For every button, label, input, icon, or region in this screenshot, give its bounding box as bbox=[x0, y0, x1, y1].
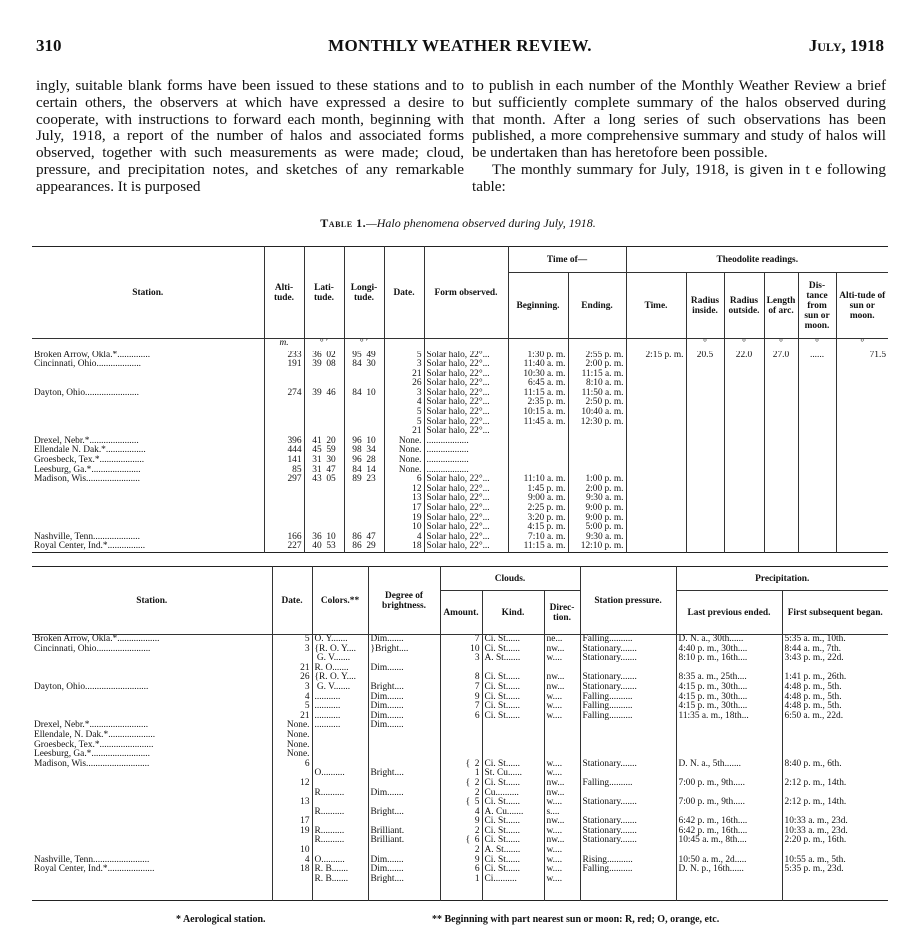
halo-conditions-table bbox=[32, 566, 888, 901]
table-title: —Halo phenomena observed during July, 1918. bbox=[366, 216, 596, 230]
paragraph: The monthly summary for July, 1918, is given in t e following table: bbox=[472, 160, 886, 195]
station-column: Broken Arrow, Okla.*.................. Cincinnati, Ohio....................... Dayton, Ohio........................... Drexel, Nebr.*......................... Ellendale, N. Dak.*.................... Groesbeck, Tex.*....................... Leesburg, Ga.*......................... Madison, Wis........................... Nashville, Tenn........................ Royal Center, Ind.*.................... bbox=[32, 635, 272, 901]
header-altitude: Alti-tude. bbox=[264, 247, 304, 339]
station-column: Broken Arrow, Okla.*.............. Cincinnati, Ohio................... Dayton, Ohio....................... Drexel, Nebr.*..................... Ellendale N. Dak.*................. Groesbeck, Tex.*................... Leesburg, Ga.*..................... Madison, Wis....................... Nashville, Tenn.................... Royal Center, Ind.*................ bbox=[32, 351, 264, 553]
direction-column: ne... nw... w.... nw... nw... w.... w.... w.... w.... w.... nw... nw... w.... s.... nw... w.... nw... w.... w.... w.... w.... bbox=[544, 635, 580, 901]
header-theodolite: Theodolite readings. bbox=[626, 247, 888, 273]
header-date: Date. bbox=[384, 247, 424, 339]
first-subsequent-column: 5:35 a. m., 10th. 8:44 a. m., 7th. 3:43 p. m., 22d. 1:41 p. m., 26th. 4:48 p. m., 5th. 4:48 p. m., 5th. 4:48 p. m., 5th. 6:50 a. m., 22d. 8:40 p. m., 6th. 2:12 p. m., 14th. 2:12 p. m., 14th. 10:33 a. m., 23d. 10:33 a. m., 23d. 2:20 p. m., 16th. 10:55 a. m., 5th. 5:35 p. m., 23d. bbox=[784, 634, 848, 875]
radius-inside-value: 20.5 bbox=[686, 351, 724, 553]
beginning-column: 1:30 p. m. 11:40 a. m. 10:30 a. m. 6:45 a. m. 11:15 a. m. 2:35 p. m. 10:15 a. m. 11:45 a. m. 11:10 a. m. 1:45 p. m. 9:00 a. m. 2:25 p. m. 3:20 p. m. 4:15 p. m. 7:10 a. m. 11:15 a. m. bbox=[508, 351, 568, 553]
header-time-of: Time of— bbox=[508, 247, 626, 273]
issue-date: July, 1918 bbox=[808, 36, 884, 55]
header-length-arc: Length of arc. bbox=[764, 273, 798, 339]
unit-label: ° bbox=[860, 338, 865, 348]
page-number: 310 bbox=[36, 36, 62, 55]
header-radius-outside: Radius outside. bbox=[724, 273, 764, 339]
colors-column: O. Y....... {R. O. Y.... G. V....... R. O....... {R. O. Y.... G. V....... ........... ........... ........... ........... O.......... R.......... R.......... R.......... R.......... O.......... R. B....... R. B....... bbox=[312, 635, 368, 901]
unit-label: ° bbox=[724, 339, 764, 351]
unit-label: ° bbox=[798, 339, 836, 351]
header-direction: Direc-tion. bbox=[544, 591, 580, 635]
unit-label: ° ′ bbox=[304, 339, 344, 351]
footnote-colors: ** Beginning with part nearest sun or moon: R, red; O, orange, etc. bbox=[432, 914, 720, 925]
body-column-left bbox=[36, 78, 464, 196]
latitude-column: 36 02 39 08 39 46 41 20 45 59 31 30 31 47 43 05 36 10 40 53 bbox=[304, 351, 344, 553]
altitude-column: 233 191 274 396 444 141 85 297 166 227 bbox=[264, 351, 304, 553]
form-column: Solar halo, 22°... Solar halo, 22°... Solar halo, 22°... Solar halo, 22°... Solar halo, 22°... Solar halo, 22°... Solar halo, 22°... Solar halo, 22°... Solar halo, 22°... .................. .................. .................. .................. Solar halo, 22°... Solar halo, 22°... Solar halo, 22°... Solar halo, 22°... Solar halo, 22°... Solar halo, 22°... Solar halo, 22°... Solar halo, 22°... bbox=[424, 351, 508, 553]
kind-column: Ci. St...... Ci. St...... A. St....... Ci. St...... Ci. St...... Ci. St...... Ci. St...... Ci. St...... Ci. St...... St. Cu...... Ci. St...... Cu.......... Ci. St...... A. Cu....... Ci. St...... Ci. St...... Ci. St...... A. St....... Ci. St...... Ci. St...... Ci.......... bbox=[482, 635, 544, 901]
halo-phenomena-table bbox=[32, 246, 888, 553]
pressure-column: Falling.......... Stationary....... Stationary....... Stationary....... Stationary....... Falling.......... Falling.......... Falling.......... Stationary....... Falling.......... Stationary....... Stationary....... Stationary....... Stationary....... Rising........... Falling.......... bbox=[580, 635, 676, 901]
paragraph: ingly, suitable blank forms have been issued to these stations and to certain others, the observers at which have expressed a desire to cooperate, with instructions to forward each month, beginning with July, 1918, a report of the number of halos and associated forms observed, together with such measurements as were made; cloud, pressure, and precipitation notes, and sketches of any remarkable appearances. It is purposed bbox=[36, 77, 464, 195]
radius-outside-value: 22.0 bbox=[724, 351, 764, 553]
brightness-column: Dim....... }Bright.... Dim....... Bright.... Dim....... Dim....... Dim....... Dim....... Bright.... Dim....... Bright.... Brilliant. Brilliant. Dim....... Dim....... Bright.... bbox=[368, 635, 440, 901]
unit-label: ° bbox=[764, 339, 798, 351]
length-arc-value: 27.0 bbox=[764, 351, 798, 553]
header-latitude: Lati-tude. bbox=[304, 247, 344, 339]
header-clouds: Clouds. bbox=[440, 567, 580, 591]
unit-label: m. bbox=[264, 339, 304, 351]
last-previous-column: D. N. a., 30th...... 4:40 p. m., 30th.... 8:10 p. m., 16th.... 8:35 a. m., 25th.... 4:15 p. m., 30th.... 4:15 p. m., 30th.... 4:15 p. m., 30th.... 11:35 a. m., 18th... D. N. a., 5th....... 7:00 p. m., 9th..... 7:00 p. m., 9th..... 6:42 p. m., 16th.... 6:42 p. m., 16th.... 10:45 a. m., 8th.... 10:50 a. m., 2d..... D. N. p., 16th...... bbox=[676, 635, 782, 901]
unit-label: ° ′ bbox=[344, 339, 384, 351]
header-form: Form observed. bbox=[424, 247, 508, 339]
header-last-previous: Last previous ended. bbox=[676, 591, 782, 635]
altitude-sun-value: 71.5 bbox=[869, 350, 886, 360]
header-kind: Kind. bbox=[482, 591, 544, 635]
amount-column: 7 10 3 8 7 9 7 6 { 2 1 { 2 2 { 5 4 9 2 { 6 2 9 6 1 bbox=[440, 635, 482, 901]
header-time: Time. bbox=[626, 273, 686, 339]
date-column: 5 3 21 26 3 4 5 21 None. None. None. None. 6 12 13 17 19 10 4 18 bbox=[272, 635, 312, 901]
paragraph: to publish in each number of the Monthly Weather Review a brief but sufficiently complete summary of the halos observed during that month. After a long series of such observations has been published, a more comprehensive summary and study of halos will be undertaken than has heretofore been possible. bbox=[472, 77, 886, 162]
header-beginning: Beginning. bbox=[508, 273, 568, 339]
header-date: Date. bbox=[272, 567, 312, 635]
header-longitude: Longi-tude. bbox=[344, 247, 384, 339]
distance-value: ...... bbox=[798, 351, 836, 553]
table-caption bbox=[0, 216, 916, 231]
header-distance: Dis-tance from sun or moon. bbox=[798, 273, 836, 339]
header-pressure: Station pressure. bbox=[580, 567, 676, 635]
theodolite-time-value: 2:15 p. m. bbox=[626, 351, 686, 553]
header-brightness: Degree of brightness. bbox=[368, 567, 440, 635]
header-first-subsequent: First subsequent began. bbox=[782, 591, 888, 635]
header-amount: Amount. bbox=[440, 591, 482, 635]
running-header bbox=[36, 36, 884, 58]
longitude-column: 95 49 84 30 84 10 96 10 98 34 96 28 84 14 89 23 86 47 86 29 bbox=[344, 351, 384, 553]
header-precipitation: Precipitation. bbox=[676, 567, 888, 591]
body-column-right bbox=[472, 78, 886, 196]
header-altitude-sun: Alti-tude of sun or moon. bbox=[836, 273, 888, 339]
header-station: Station. bbox=[32, 567, 272, 635]
header-radius-inside: Radius inside. bbox=[686, 273, 724, 339]
header-ending: Ending. bbox=[568, 273, 626, 339]
journal-title: MONTHLY WEATHER REVIEW. bbox=[328, 36, 592, 55]
header-station: Station. bbox=[32, 247, 264, 339]
unit-label: ° bbox=[686, 339, 724, 351]
date-column: 5 3 21 26 3 4 5 5 21 None. None. None. None. 6 12 13 17 19 10 4 18 bbox=[384, 351, 424, 553]
ending-column: 2:55 p. m. 2:00 p. m. 11:15 a. m. 8:10 a. m. 11:50 a. m. 2:50 p. m. 10:40 a. m. 12:30 p. m. 1:00 p. m. 2:00 p. m. 9:30 a. m. 9:00 p. m. 9:00 p. m. 5:00 p. m. 9:30 a. m. 12:10 p. m. bbox=[568, 351, 626, 553]
table-label: Table 1. bbox=[320, 216, 367, 230]
footnote-aerological: * Aerological station. bbox=[176, 914, 266, 925]
header-colors: Colors.** bbox=[312, 567, 368, 635]
